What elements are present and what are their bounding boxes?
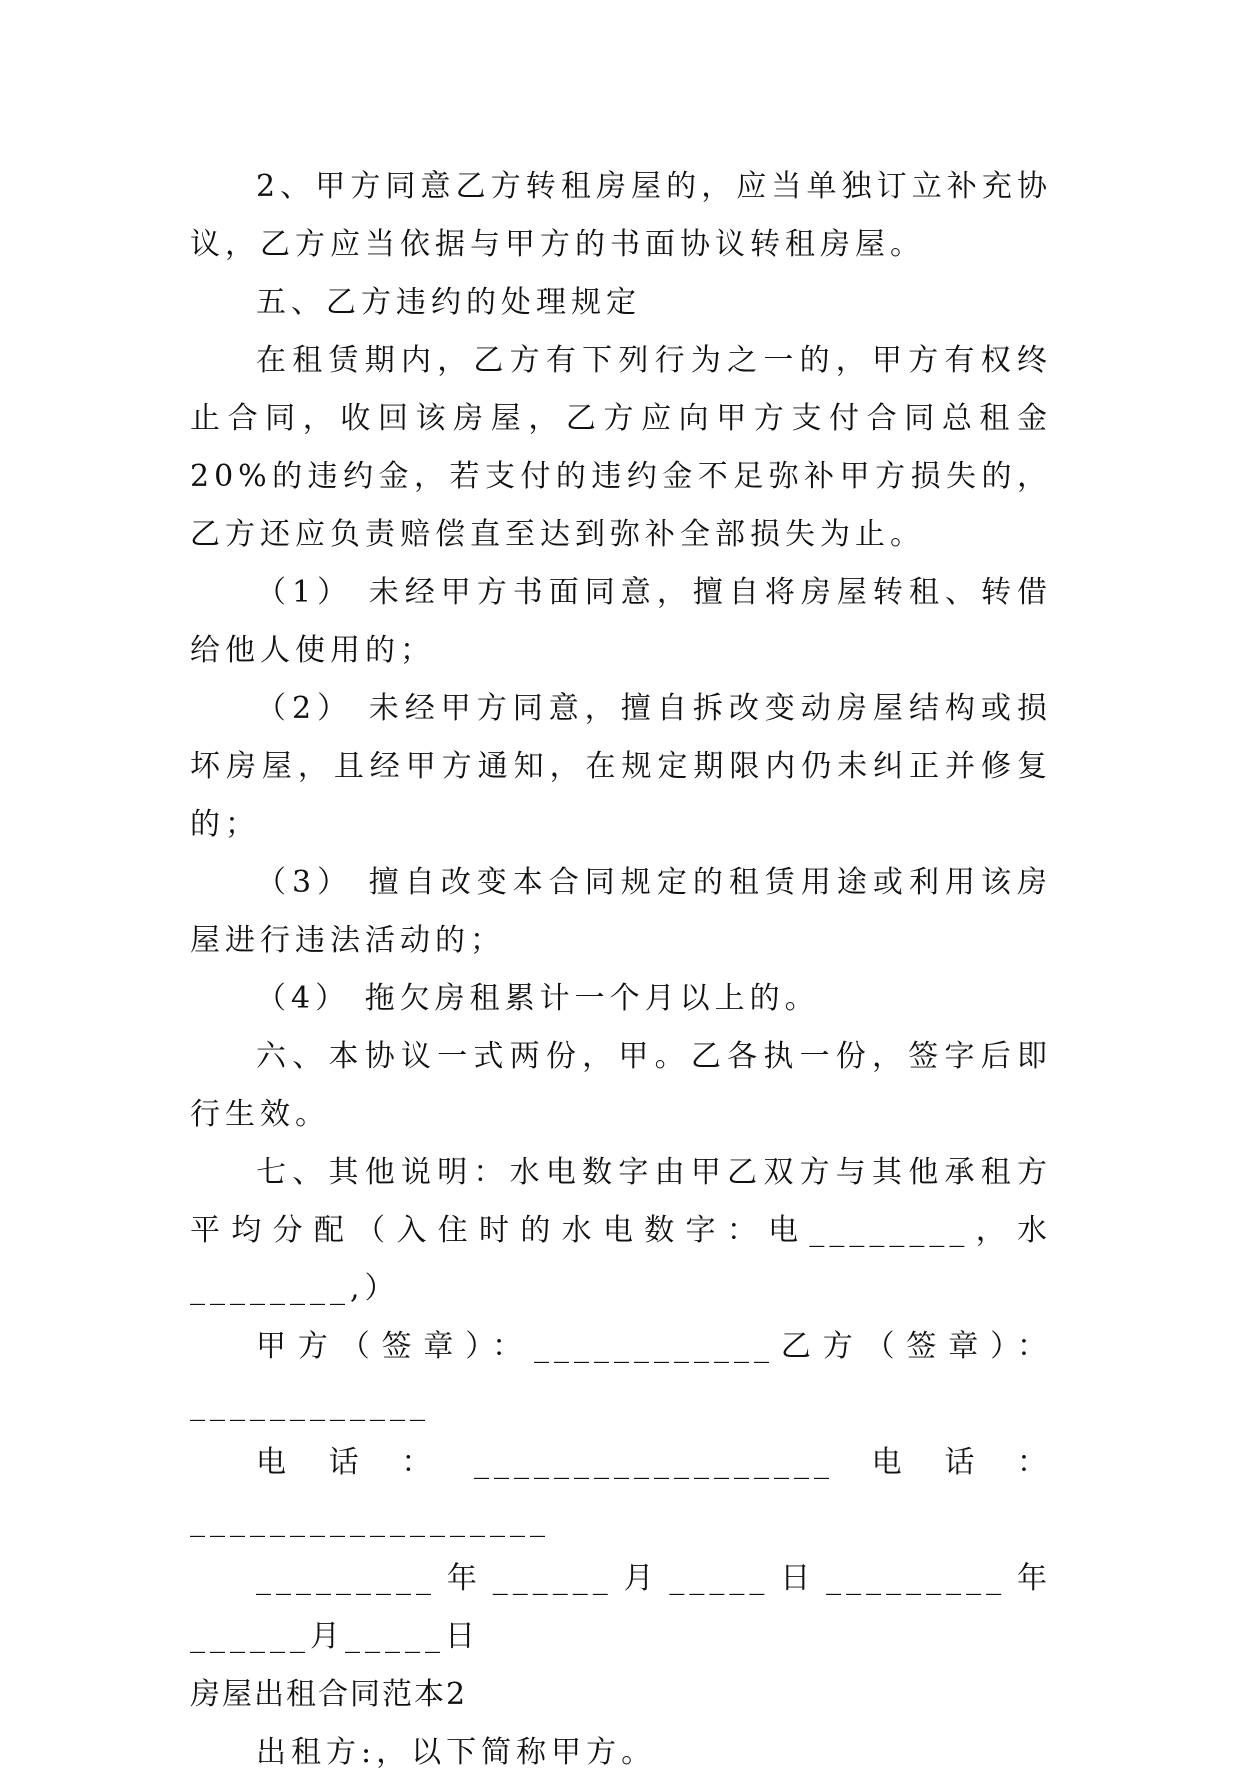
paragraph-sublease-agreement: 2、甲方同意乙方转租房屋的，应当单独订立补充协议，乙方应当依据与甲方的书面协议转租房屋。 [190, 169, 1052, 262]
signature-line: 甲方（签章）：____________乙方（签章）：____________ [190, 1329, 1052, 1422]
section-heading-breach: 五、乙方违约的处理规定 [256, 285, 641, 320]
paragraph-termination-terms: 在租赁期内，乙方有下列行为之一的，甲方有权终止合同，收回该房屋，乙方应向甲方支付合同总租金20%的违约金，若支付的违约金不足弥补甲方损失的，乙方还应负责赔偿直至达到弥补全部损失为止。 [190, 343, 1052, 552]
phone-line: 电话：__________________电话：__________________ [190, 1445, 1052, 1538]
paragraph-copies: 六、本协议一式两份，甲。乙各执一份，签字后即行生效。 [190, 1039, 1052, 1132]
paragraph-other-notes: 七、其他说明：水电数字由甲乙双方与其他承租方平均分配（入住时的水电数字：电________，水________,） [190, 1155, 1052, 1306]
list-item-2: （2） 未经甲方同意，擅自拆改变动房屋结构或损坏房屋，且经甲方通知，在规定期限内仍未纠正并修复的； [190, 691, 1052, 842]
contract-title: 房屋出租合同范本2 [190, 1677, 468, 1712]
paragraph-lessor: 出租方:，以下简称甲方。 [256, 1735, 657, 1770]
list-item-4: （4） 拖欠房租累计一个月以上的。 [256, 981, 820, 1016]
list-item-3: （3） 擅自改变本合同规定的租赁用途或利用该房屋进行违法活动的； [190, 865, 1052, 958]
document-body [190, 158, 1052, 1782]
date-line: _________年______月_____日_________年______月_____日 [190, 1561, 1052, 1654]
list-item-1: （1） 未经甲方书面同意，擅自将房屋转租、转借给他人使用的； [190, 575, 1052, 668]
